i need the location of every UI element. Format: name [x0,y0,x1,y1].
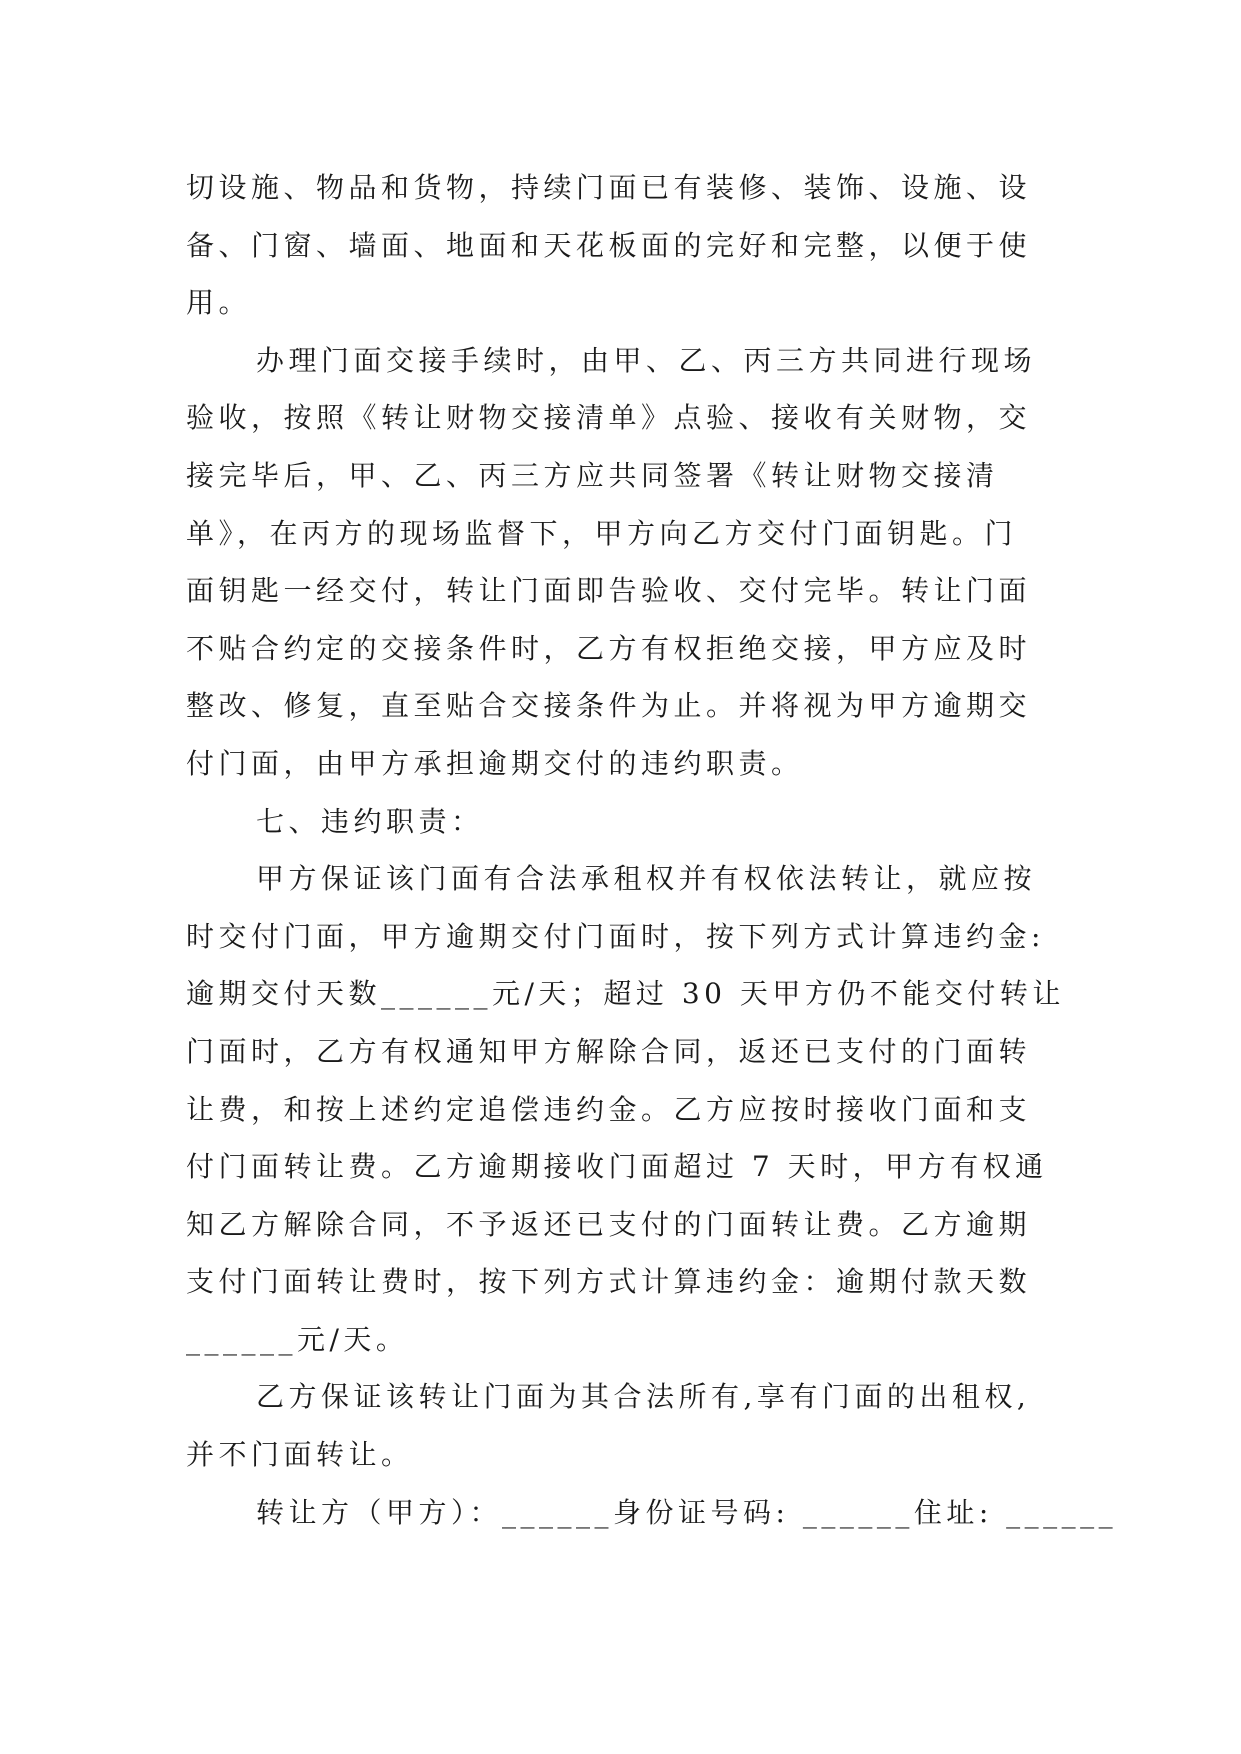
paragraph-start-line: 乙方保证该转让门面为其合法所有,享有门面的出租权, [256,1380,1031,1414]
text-line: 面钥匙一经交付，转让门面即告验收、交付完毕。转让门面 [186,574,1032,608]
text-line: 整改、修复，直至贴合交接条件为止。并将视为甲方逾期交 [186,689,1032,723]
text-line: 单》，在丙方的现场监督下，甲方向乙方交付门面钥匙。门 [186,516,1018,550]
text-line: 门面时，乙方有权通知甲方解除合同，返还已支付的门面转 [186,1034,1032,1068]
text-line: ______元/天。 [186,1322,409,1356]
text-line: 支付门面转让费时，按下列方式计算违约金：逾期付款天数 [186,1265,1032,1299]
text-line: 并不门面转让。 [186,1438,414,1472]
text-line: 时交付门面，甲方逾期交付门面时，按下列方式计算违约金: [186,919,1045,953]
text-line: 接完毕后，甲、乙、丙三方应共同签署《转让财物交接清 [186,458,999,492]
document-body [186,159,1118,1541]
text-line: 验收，按照《转让财物交接清单》点验、接收有关财物，交 [186,401,1032,435]
signature-line: 转让方（甲方）：______身份证号码: ______住址: ______ [256,1495,1118,1529]
paragraph-start-line: 办理门面交接手续时，由甲、乙、丙三方共同进行现场 [256,343,1037,377]
text-line: 付门面转让费。乙方逾期接收门面超过 7 天时，甲方有权通 [186,1150,1048,1184]
text-line: 不贴合约定的交接条件时，乙方有权拒绝交接，甲方应及时 [186,631,1032,665]
text-line: 付门面，由甲方承担逾期交付的违约职责。 [186,746,804,780]
text-line: 用。 [186,286,252,320]
text-line: 备、门窗、墙面、地面和天花板面的完好和完整，以便于使 [186,228,1032,262]
text-line: 切设施、物品和货物，持续门面已有装修、装饰、设施、设 [186,171,1032,204]
paragraph-start-line: 甲方保证该门面有合法承租权并有权依法转让，就应按 [256,862,1037,896]
section-heading: 七、违约职责： [256,804,484,838]
text-line: 逾期交付天数______元/天；超过 30 天甲方仍不能交付转让 [186,977,1065,1011]
text-line: 让费，和按上述约定追偿违约金。乙方应按时接收门面和支 [186,1092,1032,1126]
text-line: 知乙方解除合同，不予返还已支付的门面转让费。乙方逾期 [186,1207,1032,1241]
